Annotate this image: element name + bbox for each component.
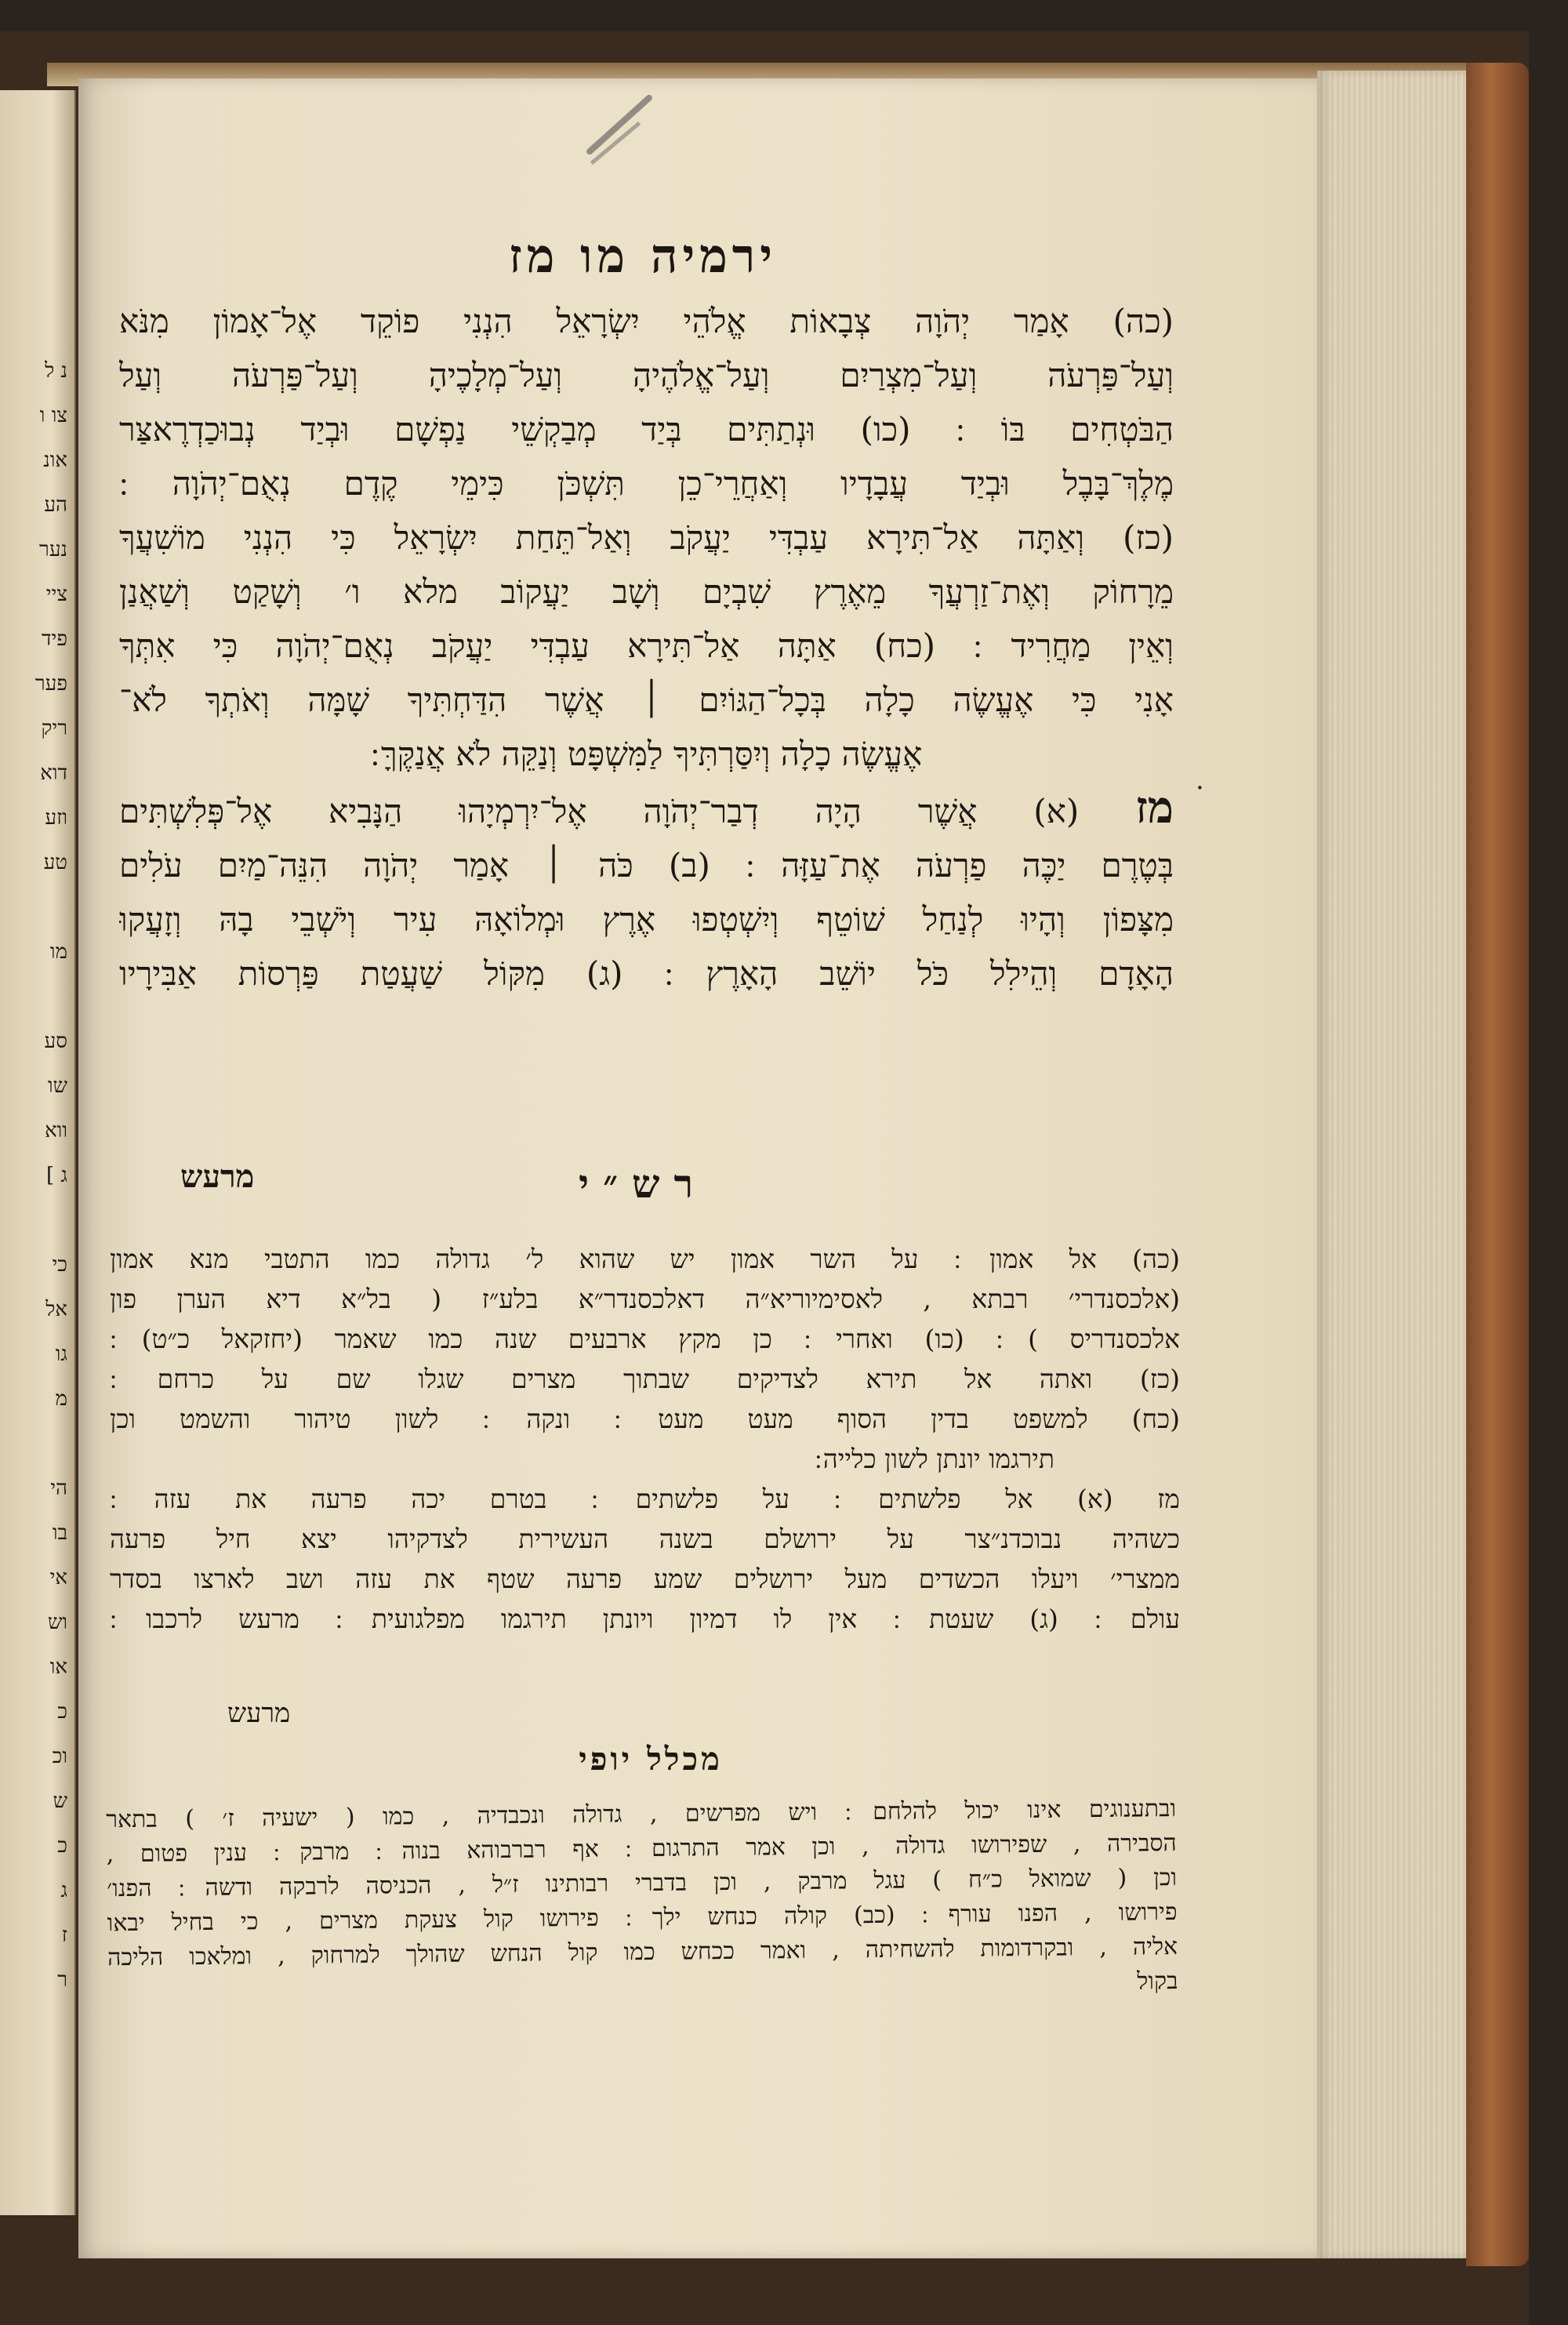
main-text-line: מִצָּפוֹן וְהָיוּ לְנַחַל שׁוֹטֵף וְיִשְׁטְפוּ אֶרֶץ וּמְלוֹאָהּ עִיר וְיֹשְׁבֵי בָהּ וְזָעֲקוּ: [119, 900, 1174, 939]
catchword: מרעש: [180, 1158, 255, 1195]
left-page-fragment: גו: [55, 1342, 67, 1366]
left-page-fragment: וזע: [45, 806, 67, 830]
left-page-fragment: נער: [39, 538, 67, 561]
left-page-fragment: הי: [50, 1477, 67, 1500]
rashi-line: (אלכסנדרי׳ רבתא , לאסימיוריא״ה דאלכסנדר״א בלע״ז ( בל״א דיא הערן פון: [110, 1284, 1180, 1314]
left-page-fragment: ג ]: [46, 1164, 67, 1187]
page-header: ירמיה מו מז: [508, 229, 777, 284]
book: [0, 31, 1529, 2325]
left-page-fragment: אי: [49, 1566, 67, 1589]
left-page: [0, 90, 76, 2215]
main-text-segment: (א) אֲשֶׁר הָיָה דְבַר־יְהֹוָה אֶל־יִרְמְיָהוּ הַנָּבִיא אֶל־פְּלִשְׁתִּים: [119, 792, 1080, 830]
left-page-fragment: [5, 975, 67, 1019]
main-text-line: מֵרָחוֹק וְאֶת־זַרְעֲךָ מֵאֶרֶץ שִׁבְיָם וְשָׁב יַעֲקוֹב מלא ו׳ וְשָׁקַט וְשַׁאֲנַן: [119, 572, 1174, 611]
left-page-fragment: או: [49, 1655, 67, 1679]
left-page-fragment: בו: [52, 1521, 67, 1545]
main-text-line: בְּטֶרֶם יַכֶּה פַרְעֹה אֶת־עַזָּה ׃ (ב) כֹּה ׀ אָמַר יְהֹוָה הִנֵּה־מַיִם עֹלִים: [119, 846, 1174, 885]
left-page-fragment: כ: [57, 1834, 67, 1858]
rashi-text: [110, 1239, 1180, 1639]
left-page-fragment: וכ: [52, 1745, 67, 1768]
left-page-fragment: [5, 1198, 67, 1243]
left-page-fragment: אל: [45, 1298, 67, 1321]
rashi-line: כשהיה נבוכדנ״צר על ירושלם בשנה העשירית לצדקיהו יצא חיל פרעה: [110, 1524, 1180, 1554]
rashi-line: ממצרי׳ ויעלו הכשדים מעל ירושלים שמע פרעה שטף את עזה ושב לארצו בסדר: [110, 1564, 1180, 1594]
left-page-fragment: מ: [55, 1387, 67, 1411]
left-page-text: [5, 349, 67, 2003]
catchword: מרעש: [227, 1698, 291, 1729]
commentary-line: בקול: [1137, 1967, 1178, 1996]
left-page-fragment: טע: [43, 851, 67, 874]
rashi-line: (כח) למשפט בדין הסוף מעט מעט ׃ ונקה ׃ לשון טיהור והשמט וכן: [110, 1404, 1180, 1434]
commentary-line: וכן ( שמואל כ״ח ) עגל מרבק , וכן בדברי רבותינו ז״ל , הכניסה לרבקה ודשה ׃ הפנו׳: [107, 1863, 1178, 1903]
left-page-fragment: כי: [52, 1253, 67, 1277]
main-text-line: (כז) וְאַתָּה אַל־תִּירָא עַבְדִּי יַעֲקֹב וְאַל־תֵּחַת יִשְׂרָאֵל כִּי הִנְנִי מוֹשִׁעֲךָ: [119, 518, 1174, 557]
left-page-fragment: מו: [49, 940, 67, 964]
commentary-line: ובתענוגים אינו יכול להלחם ׃ ויש מפרשים , גדולה ונכבדיה , כמו ( ישעיה ז׳ ) בתאר: [106, 1794, 1177, 1834]
left-page-fragment: כ: [57, 1700, 67, 1724]
main-text-line: אֶעֱשֶׂה כָלָה וְיִסַּרְתִּיךָ לַמִּשְׁפָּט וְנַקֵּה לֹא אֲנַקֶּךָּ ׃: [370, 735, 923, 773]
main-text-line: וְאֵין מַחֲרִיד ׃ (כח) אַתָּה אַל־תִּירָא עַבְדִּי יַעֲקֹב נְאֻם־יְהֹוָה כִּי אִתְּךָ: [119, 627, 1174, 665]
left-page-fragment: פיד: [42, 627, 67, 651]
rashi-line: (כה) אל אמון ׃ על השר אמון יש שהוא ל׳ גדולה כמו התטבי מנא אמון: [110, 1244, 1180, 1274]
main-text-line: הַבֹּטְחִים בּוֹ ׃ (כו) וּנְתַתִּים בְּיַד מְבַקְשֵׁי נַפְשָׁם וּבְיַד נְבוּכַדְרֶאצַּר: [119, 410, 1174, 449]
left-page-fragment: ציי: [45, 583, 67, 606]
left-page-fragment: אונ: [43, 449, 67, 472]
left-page-fragment: צו ו: [39, 404, 67, 427]
main-text-line: (כה) אָמַר יְהֹוָה צְבָאוֹת אֱלֹהֵי יִשְׂרָאֵל הִנְנִי פוֹקֵד אֶל־אָמוֹן מִנֹּא: [119, 302, 1174, 340]
left-page-fragment: ג: [60, 1879, 67, 1902]
main-text-line: [119, 781, 1174, 838]
left-page-fragment: וש: [47, 1611, 67, 1634]
chapter-label: מז: [1135, 782, 1174, 834]
main-text-line: הָאָדָם וְהֵילִל כֹּל יוֹשֵׁב הָאָרֶץ ׃ (ג) מִקּוֹל שַׁעֲטַת פַּרְסוֹת אַבִּירָיו: [119, 954, 1174, 993]
rashi-title: רש״י: [578, 1161, 708, 1207]
commentary-line: הסבירה , שפירושו גדולה , וכן אמר התרגום ׃ אף רברבוהא בנוה ׃ מרבק ׃ ענין פטום ,: [106, 1829, 1177, 1869]
commentary-line: פירושו , הפנו עורף ׃ (כב) קולה כנחש ילך ׃ פירושו קול צעקת מצרים , כי בחיל יבאו: [107, 1898, 1178, 1938]
main-text-line: מֶלֶךְ־בָּבֶל וּבְיַד עֲבָדָיו וְאַחֲרֵי־כֵן תִּשְׁכֹּן כִּימֵי קֶדֶם נְאֻם־יְהֹוָה ׃: [119, 464, 1174, 503]
left-page-fragment: [5, 1422, 67, 1466]
main-text-line: אָנִי כִּי אֶעֱשֶׂה כָלָה בְּכָל־הַגּוֹיִם ׀ אֲשֶׁר הִדַּחְתִּיךָ שָׁמָּה וְאֹתְךָ לֹא־: [119, 681, 1174, 719]
left-page-fragment: פער: [34, 672, 67, 696]
rashi-line: עולם ׃ (ג) שעטת ׃ אין לו דמיון ויונתן תירגמו מפלגועית ׃ מרעש לרכבו ׃: [110, 1604, 1180, 1634]
rashi-line: אלכסנדריס ) ׃ (כו) ואחרי ׃ כן מקץ ארבעים שנה כמו שאמר (יחזקאל כ״ט) ׃: [110, 1324, 1180, 1354]
left-page-fragment: ווא: [45, 1119, 67, 1143]
commentary-text: [106, 1792, 1178, 2010]
left-page-fragment: ריק: [41, 717, 67, 740]
left-page-fragment: [5, 885, 67, 930]
left-page-fragment: שו: [47, 1074, 67, 1098]
page-edges: [1317, 71, 1474, 2258]
rashi-line: (כז) ואתה אל תירא לצדיקים שבתוך מצרים שגלו שם על כרחם ׃: [110, 1364, 1180, 1394]
margin-mark: ·: [1196, 772, 1204, 804]
left-page-fragment: ש: [53, 1789, 67, 1813]
main-text-line: וְעַל־פַּרְעֹה וְעַל־מִצְרַיִם וְעַל־אֱלֹהֶיהָ וְעַל־מְלָכֶיהָ וְעַל־פַּרְעֹה וְעַל: [119, 356, 1174, 394]
left-page-fragment: דוא: [40, 761, 67, 785]
left-page-fragment: הע: [44, 493, 67, 517]
commentary-line: אליה , ובקרדומות להשחיתה , ואמר ככחש כמו קול הנחש שהולך למרחוק , ומלאכו הליכה: [107, 1932, 1178, 1972]
rashi-line: תירגמו יונתן לשון כלייה ׃: [815, 1444, 1054, 1474]
left-page-fragment: ר: [57, 1968, 67, 1992]
commentary-title: מכלל יופי: [579, 1741, 723, 1778]
main-text: [119, 294, 1174, 1001]
cover-edge: [1466, 63, 1529, 2266]
rashi-line: מז (א) אל פלשתים ׃ על פלשתים ׃ בטרם יכה פרעה את עזה ׃: [110, 1484, 1180, 1514]
left-page-fragment: ז: [61, 1924, 67, 1947]
left-page-fragment: נ ל: [45, 359, 67, 383]
left-page-fragment: סע: [44, 1030, 67, 1053]
